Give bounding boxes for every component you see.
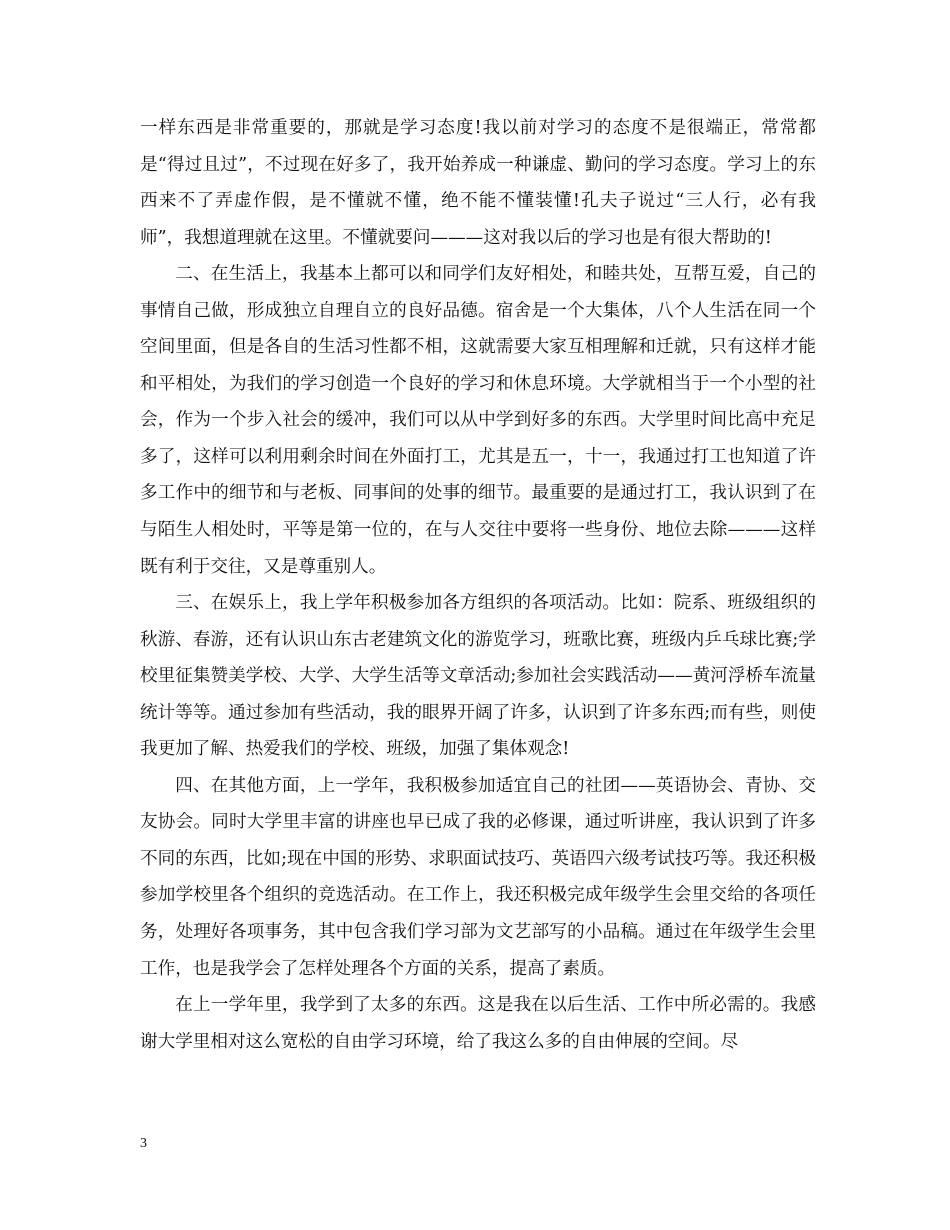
paragraph-entertainment: 三、在娱乐上，我上学年积极参加各方组织的各项活动。比如：院系、班级组织的秋游、春游，还有认识山东古老建筑文化的游览学习，班歌比赛，班级内乒乓球比赛;学校里征集赞美学校、大学、大学生活等文章活动;参加社会实践活动——黄河浮桥车流量统计等等。通过参加有些活动，我的眼界开阔了许多，认识到了许多东西;而有些，则使我更加了解、热爱我们的学校、班级，加强了集体观念! xyxy=(140,593,816,760)
paragraph-continuation: 一样东西是非常重要的，那就是学习态度!我以前对学习的态度不是很端正，常常都是“得过且过”，不过现在好多了，我开始养成一种谦虚、勤问的学习态度。学习上的东西来不了弄虚作假，是不懂就不懂，绝不能不懂装懂!孔夫子说过“三人行，必有我师”，我想道理就在这里。不懂就要问———这对我以后的学习也是有很大帮助的! xyxy=(140,118,816,248)
body-text xyxy=(140,110,816,1060)
page-number: 3 xyxy=(140,1136,147,1151)
paragraph-life: 二、在生活上，我基本上都可以和同学们友好相处，和睦共处，互帮互爱，自己的事情自己做，形成独立自理自立的良好品德。宿舍是一个大集体，八个人生活在同一个空间里面，但是各自的生活习性都不相，这就需要大家互相理解和迁就，只有这样才能和平相处，为我们的学习创造一个良好的学习和休息环境。大学就相当于一个小型的社会，作为一个步入社会的缓冲，我们可以从中学到好多的东西。大学里时间比高中充足多了，这样可以利用剩余时间在外面打工，尤其是五一，十一，我通过打工也知道了许多工作中的细节和与老板、同事间的处事的细节。最重要的是通过打工，我认识到了在与陌生人相处时，平等是第一位的，在与人交往中要将一些身份、地位去除———这样既有利于交往，又是尊重别人。 xyxy=(140,264,816,577)
paragraph-other-aspects: 四、在其他方面，上一学年，我积极参加适宜自己的社团——英语协会、青协、交友协会。同时大学里丰富的讲座也早已成了我的必修课，通过听讲座，我认识到了许多不同的东西，比如;现在中国的形势、求职面试技巧、英语四六级考试技巧等。我还积极参加学校里各个组织的竞选活动。在工作上，我还积极完成年级学生会里交给的各项任务，处理好各项事务，其中包含我们学习部为文艺部写的小品稿。通过在年级学生会里工作，也是我学会了怎样处理各个方面的关系，提高了素质。 xyxy=(140,775,816,979)
paragraph-summary: 在上一学年里，我学到了太多的东西。这是我在以后生活、工作中所必需的。我感谢大学里相对这么宽松的自由学习环境，给了我这么多的自由伸展的空间。尽 xyxy=(140,995,816,1052)
